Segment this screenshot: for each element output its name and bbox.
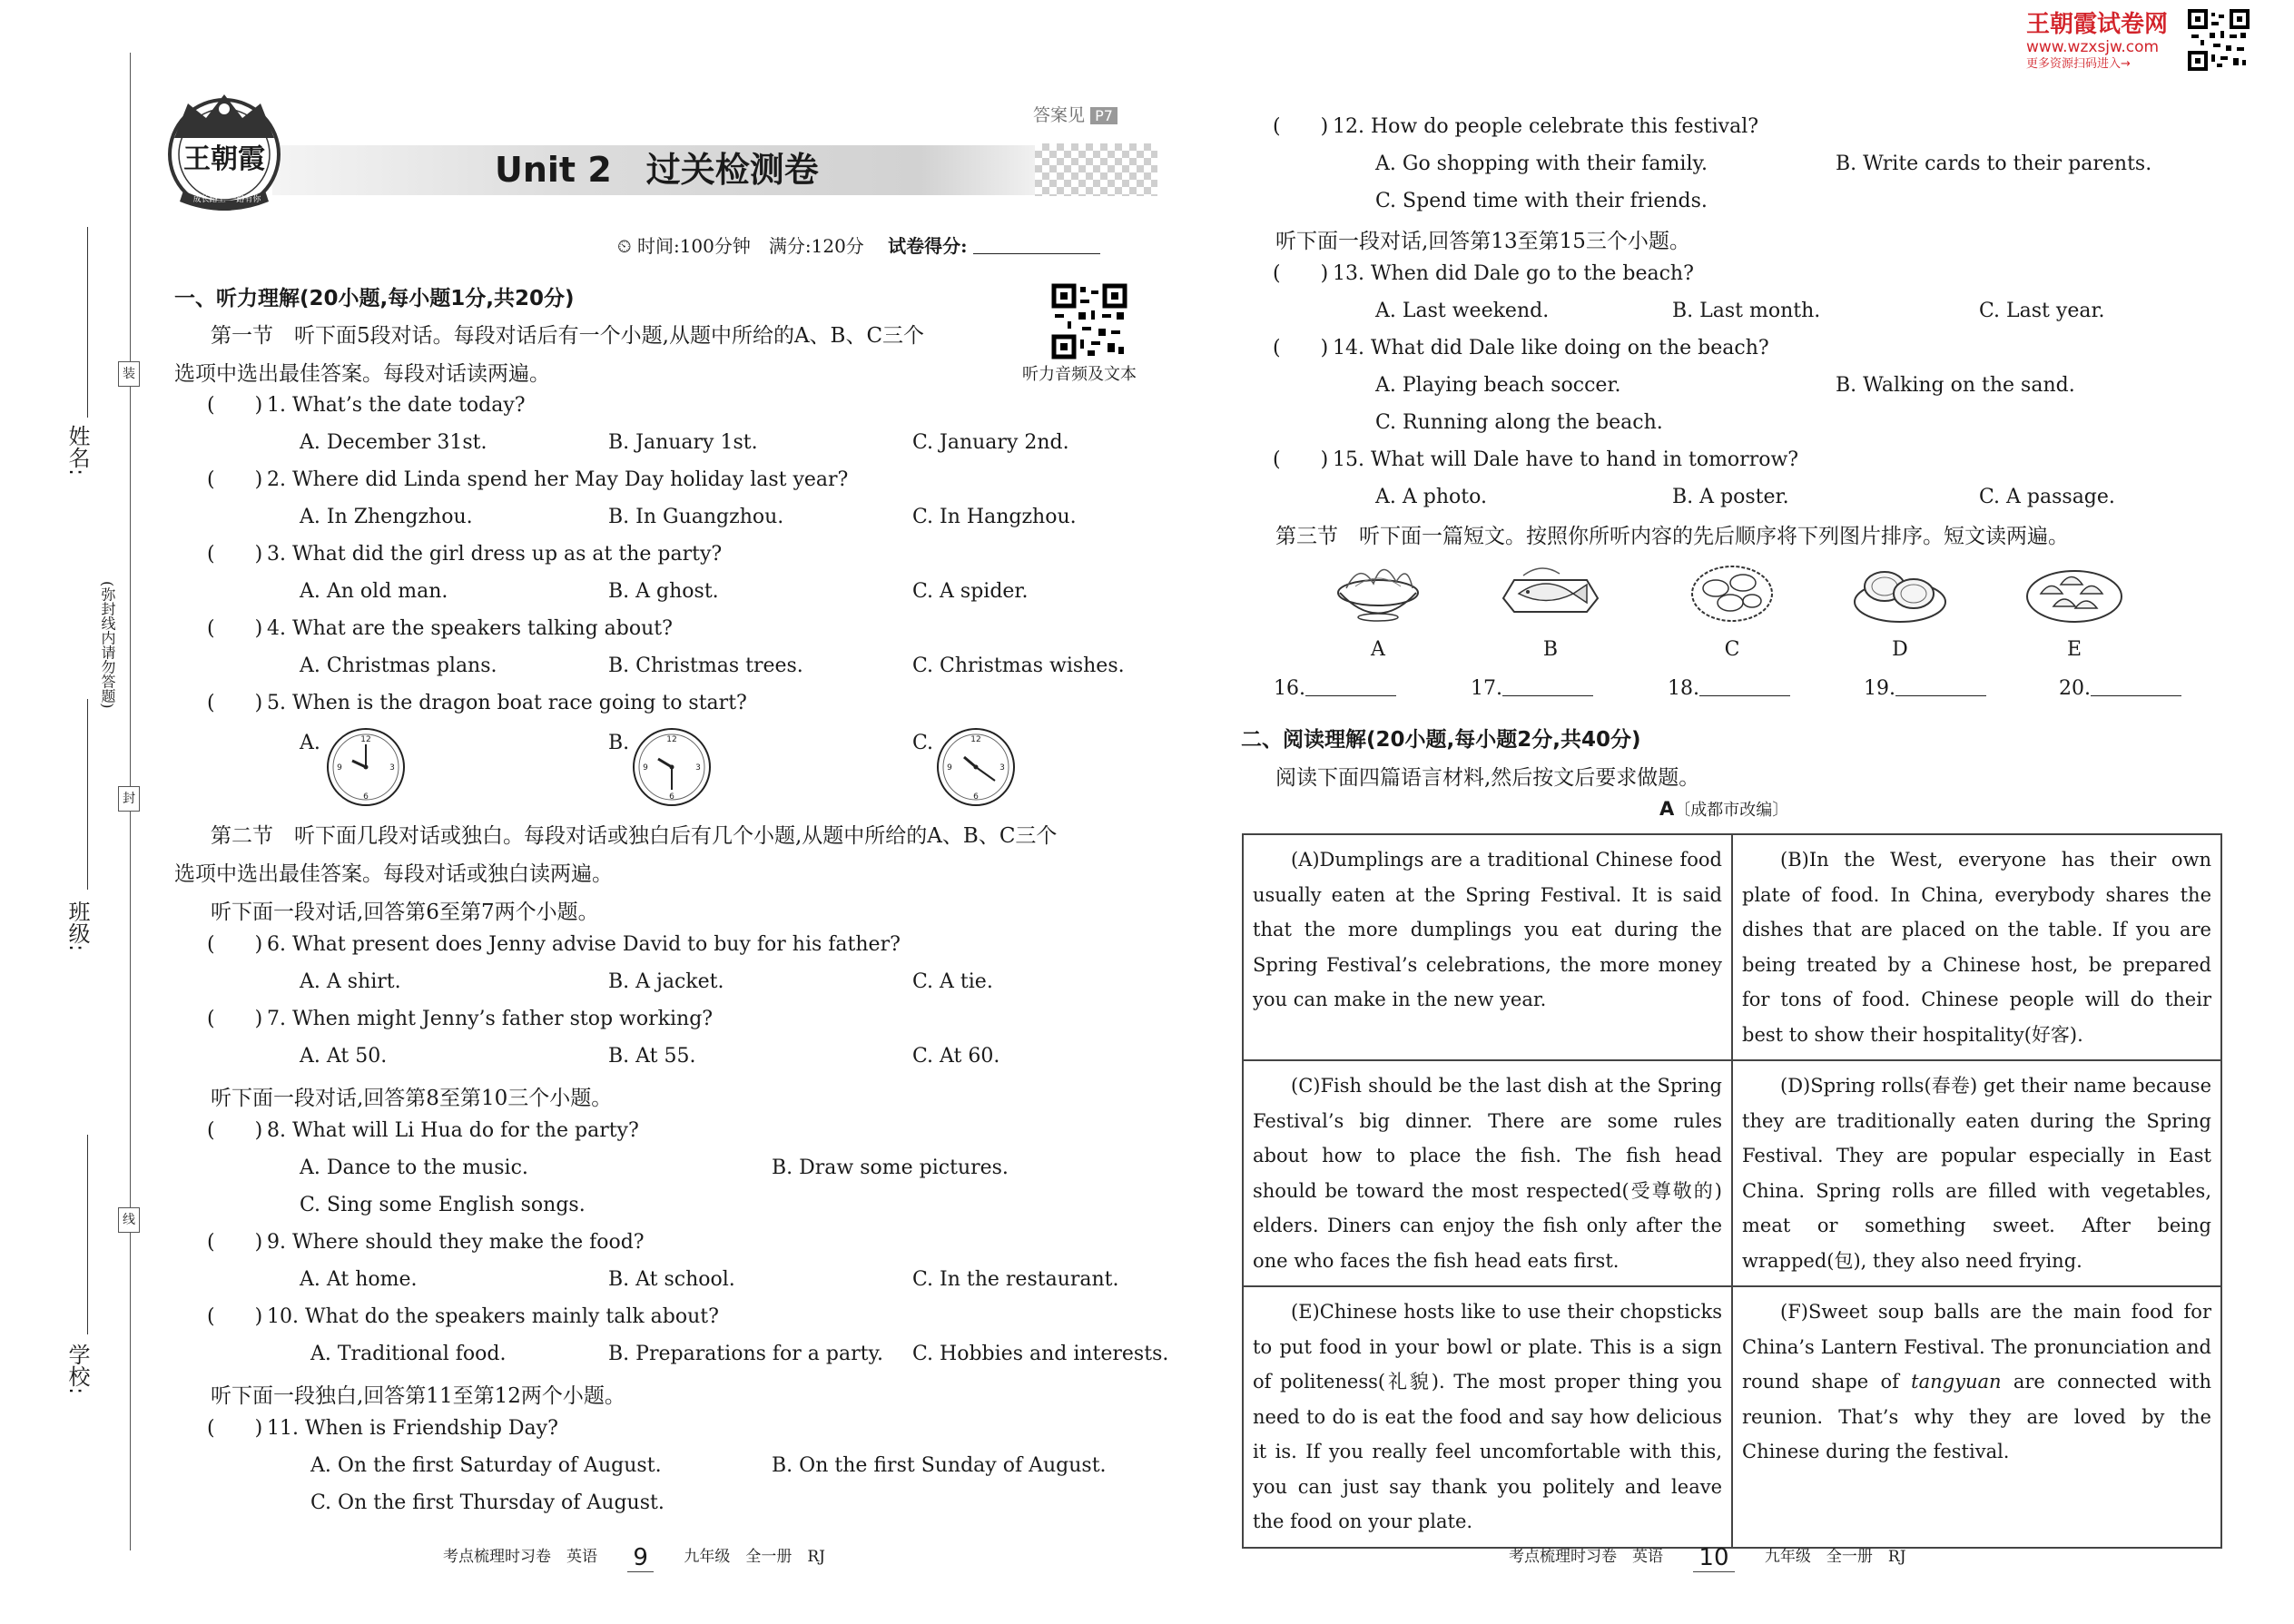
answer-paren[interactable]: ( ): [207, 1417, 263, 1440]
answer-paren[interactable]: ( ): [207, 617, 263, 640]
exam-info: [617, 231, 1100, 258]
food-spring-rolls-icon[interactable]: [1687, 556, 1777, 632]
q13-option-a[interactable]: A. Last weekend.: [1375, 300, 1550, 322]
q5-option-b[interactable]: B.: [608, 732, 630, 754]
q2-option-c[interactable]: C. In Hangzhou.: [912, 506, 1077, 528]
svg-text:3: 3: [999, 763, 1005, 773]
q9-option-a[interactable]: A. At home.: [300, 1268, 418, 1291]
answer-paren[interactable]: ( ): [207, 394, 263, 417]
q13-option-b[interactable]: B. Last month.: [1672, 300, 1821, 322]
school-label: 学校:: [64, 1343, 90, 1395]
score-field[interactable]: [973, 237, 1100, 254]
passage-e-cell: [1243, 1286, 1732, 1548]
question-9: ( ) 9. Where should they make the food?: [207, 1231, 645, 1254]
answer-paren[interactable]: ( ): [207, 1008, 263, 1030]
question-4: ( ) 4. What are the speakers talking about?: [207, 617, 673, 640]
logo-text: 王朝霞: [183, 143, 265, 175]
question-12: ( ) 12. How do people celebrate this festival?: [1273, 115, 1759, 138]
q11-option-a[interactable]: A. On the first Saturday of August.: [310, 1454, 662, 1477]
q12-option-c[interactable]: C. Spend time with their friends.: [1375, 190, 1708, 212]
passage-b-text: (B)In the West, everyone has their own plate of food. In China, everybody shares the dishes that are placed on the table. If you are being treated by a Chinese host, be prepared for tons of food. Chinese people will do their best to show their hospitality(好客).: [1742, 849, 2211, 1046]
question-10: ( ) 10. What do the speakers mainly talk about?: [207, 1305, 719, 1328]
brand-url[interactable]: www.wzxsjw.com: [2026, 38, 2160, 56]
question-2: ( ) 2. Where did Linda spend her May Day holiday last year?: [207, 468, 849, 491]
food-label-a: A: [1371, 638, 1385, 661]
sec2-line2: 选项中选出最佳答案。每段对话或独白读两遍。: [174, 862, 613, 886]
answer-ref-label: 答案见: [1033, 105, 1086, 125]
question-5: ( ) 5. When is the dragon boat race going to start?: [207, 692, 747, 714]
question-11: ( ) 11. When is Friendship Day?: [207, 1417, 558, 1440]
passage-d-cell: [1732, 1060, 2221, 1286]
q3-option-b[interactable]: B. A ghost.: [608, 580, 719, 603]
passage-a-source: 〔成都市改编〕: [1674, 801, 1789, 820]
food-fish-icon[interactable]: [1496, 557, 1605, 629]
brand-tagline: 更多资源扫码进入→: [2026, 57, 2131, 71]
food-label-d: D: [1892, 638, 1908, 661]
passage-a-text: (A)Dumplings are a traditional Chinese food usually eaten at the Spring Festival. It is said that the more dumplings you eat during the Spring Festival’s celebrations, the more money you can make in the new year.: [1253, 849, 1722, 1010]
svg-text:6: 6: [363, 792, 369, 802]
q4-option-a[interactable]: A. Christmas plans.: [300, 655, 497, 677]
instruction-6-7: 听下面一段对话,回答第6至第7两个小题。: [211, 901, 599, 924]
question-3: ( ) 3. What did the girl dress up as at the party?: [207, 543, 723, 566]
binding-mark-top: 装: [118, 361, 140, 387]
sec3-instruction: 第三节 听下面一篇短文。按照你所听内容的先后顺序将下列图片排序。短文读两遍。: [1275, 525, 2069, 548]
svg-text:9: 9: [337, 763, 342, 773]
svg-text:6: 6: [669, 792, 674, 802]
q3-option-a[interactable]: A. An old man.: [300, 580, 448, 603]
school-field[interactable]: [87, 1135, 88, 1334]
food-label-e: E: [2066, 638, 2082, 661]
q2-option-b[interactable]: B. In Guangzhou.: [608, 506, 784, 528]
q1-option-b[interactable]: B. January 1st.: [608, 431, 758, 454]
passage-d-text: (D)Spring rolls(春卷) get their name because they are traditionally eaten during the Spring Festival. They are popular especially in East China. Spring rolls are filled with vegetables, meat or something sweet. After being wrapped(包), they also need frying.: [1742, 1075, 2211, 1272]
part2-title: 二、阅读理解(20小题,每小题2分,共40分): [1241, 728, 1641, 752]
q7-option-b[interactable]: B. At 55.: [608, 1045, 696, 1068]
binding-mark-mid: 封: [118, 786, 140, 812]
answer-paren[interactable]: ( ): [1273, 262, 1329, 285]
binding-mark-bot: 线: [118, 1207, 140, 1233]
q14-option-b[interactable]: B. Walking on the sand.: [1836, 374, 2075, 397]
logo-sub: 成长路上 一路有你: [192, 195, 261, 204]
qr-caption: 听力音频及文本: [1022, 365, 1137, 384]
q10-option-b[interactable]: B. Preparations for a party.: [608, 1343, 883, 1365]
page-number-left: 9: [627, 1544, 654, 1572]
q8-option-c[interactable]: C. Sing some English songs.: [300, 1194, 586, 1216]
q6-option-c[interactable]: C. A tie.: [912, 970, 993, 993]
svg-text:3: 3: [695, 763, 701, 773]
passage-a-label: A: [1659, 798, 1675, 820]
question-8: ( ) 8. What will Li Hua do for the party?: [207, 1119, 639, 1142]
q12-option-b[interactable]: B. Write cards to their parents.: [1836, 153, 2152, 175]
q12-option-a[interactable]: A. Go shopping with their family.: [1375, 153, 1708, 175]
sec1-line1: 第一节 听下面5段对话。每段对话后有一个小题,从题中所给的A、B、C三个: [211, 324, 925, 348]
brand-qr-icon[interactable]: [2188, 9, 2250, 71]
q14-option-c[interactable]: C. Running along the beach.: [1375, 411, 1663, 434]
footer-series: 考点梳理时习卷 英语: [443, 1548, 597, 1566]
q6-option-b[interactable]: B. A jacket.: [608, 970, 724, 993]
q4-option-c[interactable]: C. Christmas wishes.: [912, 655, 1125, 677]
passage-e-text: (E)Chinese hosts like to use their chopsticks to put food in your bowl or plate. This is a sign of politeness(礼貌). The most proper thing you need to do is eat the food and say how delicious it is. If you really feel uncomfortable with this, you can just say thank you politely and leave the food on your plate.: [1253, 1301, 1722, 1532]
answer-blank[interactable]: [1305, 675, 1396, 696]
answer-blank[interactable]: [1699, 675, 1790, 696]
passage-c-text: (C)Fish should be the last dish at the Spring Festival’s big dinner. There are some rules about how to place the fish. The fish head should be toward the most respected(受尊敬的) elders. Diners can enjoy the fish only after the one who faces the fish head eats first.: [1253, 1075, 1722, 1272]
footer-left: [443, 1543, 825, 1572]
answer-blank[interactable]: [1502, 675, 1593, 696]
clock-icon-c[interactable]: [935, 726, 1017, 812]
passage-b-cell: [1732, 834, 2221, 1060]
answer-paren[interactable]: ( ): [207, 1305, 263, 1328]
part2-intro: 阅读下面四篇语言材料,然后按文后要求做题。: [1275, 766, 1700, 790]
clock-icon-b[interactable]: [631, 726, 713, 812]
food-label-c: C: [1724, 638, 1740, 661]
q11-option-b[interactable]: B. On the first Sunday of August.: [772, 1454, 1107, 1477]
food-label-b: B: [1542, 638, 1559, 661]
footer-grade: 九年级 全一册 RJ: [1764, 1548, 1906, 1566]
svg-text:3: 3: [389, 763, 395, 773]
instruction-8-10: 听下面一段对话,回答第8至第10三个小题。: [211, 1087, 613, 1110]
clock-icon: ⏲: [617, 235, 632, 257]
time-info: 时间:100分钟 满分:120分: [636, 235, 864, 257]
name-field[interactable]: [87, 227, 88, 418]
blank-19: 19.: [1864, 675, 1986, 702]
q15-option-b[interactable]: B. A poster.: [1672, 486, 1789, 508]
question-1: ( ) 1. What’s the date today?: [207, 394, 526, 417]
passage-a-cell: [1243, 834, 1732, 1060]
reading-table: [1242, 833, 2222, 1549]
question-14: ( ) 14. What did Dale like doing on the beach?: [1273, 337, 1769, 359]
sec1-line2: 选项中选出最佳答案。每段对话读两遍。: [174, 362, 550, 386]
footer-right: [1509, 1543, 1906, 1572]
blank-17: 17.: [1471, 675, 1593, 702]
q14-option-a[interactable]: A. Playing beach soccer.: [1375, 374, 1621, 397]
q3-option-c[interactable]: C. A spider.: [912, 580, 1029, 603]
q15-option-a[interactable]: A. A photo.: [1375, 486, 1487, 508]
answer-paren[interactable]: ( ): [207, 543, 263, 566]
question-7: ( ) 7. When might Jenny’s father stop working?: [207, 1008, 714, 1030]
listening-qr-icon[interactable]: [1051, 283, 1127, 359]
svg-text:12: 12: [970, 735, 981, 744]
answer-blank[interactable]: [1895, 675, 1986, 696]
q9-option-c[interactable]: C. In the restaurant.: [912, 1268, 1119, 1291]
svg-text:9: 9: [947, 763, 952, 773]
blank-20: 20.: [2059, 675, 2181, 702]
question-6: ( ) 6. What present does Jenny advise David to buy for his father?: [207, 933, 901, 956]
page-number-right: 10: [1693, 1544, 1734, 1572]
answer-paren[interactable]: ( ): [207, 468, 263, 491]
instruction-11-12: 听下面一段独白,回答第11至第12两个小题。: [211, 1384, 625, 1408]
svg-text:9: 9: [643, 763, 648, 773]
checker-pattern: [1035, 143, 1157, 196]
passage-a-heading: [1659, 797, 1788, 821]
q5-option-a[interactable]: A.: [300, 732, 320, 754]
svg-text:12: 12: [666, 735, 677, 744]
q10-option-a[interactable]: A. Traditional food.: [310, 1343, 507, 1365]
answer-paren[interactable]: ( ): [207, 692, 263, 714]
answer-ref: [1033, 102, 1117, 126]
q7-option-c[interactable]: C. At 60.: [912, 1045, 1000, 1068]
answer-paren[interactable]: ( ): [1273, 115, 1329, 138]
q7-option-a[interactable]: A. At 50.: [300, 1045, 388, 1068]
food-dumplings-icon[interactable]: [1333, 552, 1423, 628]
q15-option-c[interactable]: C. A passage.: [1979, 486, 2115, 508]
footer-series: 考点梳理时习卷 英语: [1509, 1548, 1663, 1566]
answer-blank[interactable]: [2091, 675, 2181, 696]
question-13: ( ) 13. When did Dale go to the beach?: [1273, 262, 1694, 285]
brand-name: 王朝霞试卷网: [2026, 11, 2169, 38]
question-15: ( ) 15. What will Dale have to hand in tomorrow?: [1273, 448, 1799, 471]
q10-option-c[interactable]: C. Hobbies and interests.: [912, 1343, 1169, 1365]
svg-text:12: 12: [360, 735, 371, 744]
passage-f-cell: [1732, 1286, 2221, 1548]
clock-icon-a[interactable]: [325, 726, 407, 812]
part1-title: 一、听力理解(20小题,每小题1分,共20分): [174, 287, 575, 310]
q2-option-a[interactable]: A. In Zhengzhou.: [300, 506, 473, 528]
q6-option-a[interactable]: A. A shirt.: [300, 970, 401, 993]
q13-option-c[interactable]: C. Last year.: [1979, 300, 2105, 322]
blank-18: 18.: [1668, 675, 1790, 702]
page-title: Unit 2 过关检测卷: [495, 150, 819, 190]
passage-f-text: (F)Sweet soup balls are the main food for China’s Lantern Festival. The pronunciation and round shape of tangyuan are connected with reunion. That’s why they are loved by the Chinese during the festival.: [1742, 1301, 2211, 1462]
answer-paren[interactable]: ( ): [207, 1231, 263, 1254]
brand-block: [2026, 11, 2208, 73]
answer-paren[interactable]: ( ): [1273, 337, 1329, 359]
answer-paren[interactable]: ( ): [207, 1119, 263, 1142]
instruction-13-15: 听下面一段对话,回答第13至第15三个小题。: [1275, 230, 1690, 253]
q4-option-b[interactable]: B. Christmas trees.: [608, 655, 803, 677]
answer-paren[interactable]: ( ): [207, 933, 263, 956]
class-label: 班级:: [64, 901, 90, 952]
class-field[interactable]: [87, 699, 88, 890]
name-label: 姓名:: [64, 425, 90, 477]
q1-option-a[interactable]: A. December 31st.: [300, 431, 487, 454]
blank-16: 16.: [1274, 675, 1396, 702]
food-dumplings-plate-icon[interactable]: [2024, 556, 2124, 632]
q5-option-c[interactable]: C.: [912, 732, 934, 754]
score-label: 试卷得分:: [888, 235, 968, 257]
sec2-line1: 第二节 听下面几段对话或独白。每段对话或独白后有几个小题,从题中所给的A、B、C三个: [211, 824, 1058, 848]
q8-option-b[interactable]: B. Draw some pictures.: [772, 1156, 1009, 1179]
warning-text: (弥封线内请勿答题): [99, 581, 116, 709]
answer-page-badge: P7: [1090, 107, 1117, 124]
food-mooncakes-icon[interactable]: [1850, 552, 1950, 633]
q8-option-a[interactable]: A. Dance to the music.: [300, 1156, 528, 1179]
footer-grade: 九年级 全一册 RJ: [684, 1548, 825, 1566]
q1-option-c[interactable]: C. January 2nd.: [912, 431, 1069, 454]
q11-option-c[interactable]: C. On the first Thursday of August.: [310, 1491, 665, 1514]
svg-text:6: 6: [973, 792, 979, 802]
passage-c-cell: [1243, 1060, 1732, 1286]
answer-paren[interactable]: ( ): [1273, 448, 1329, 471]
q9-option-b[interactable]: B. At school.: [608, 1268, 735, 1291]
